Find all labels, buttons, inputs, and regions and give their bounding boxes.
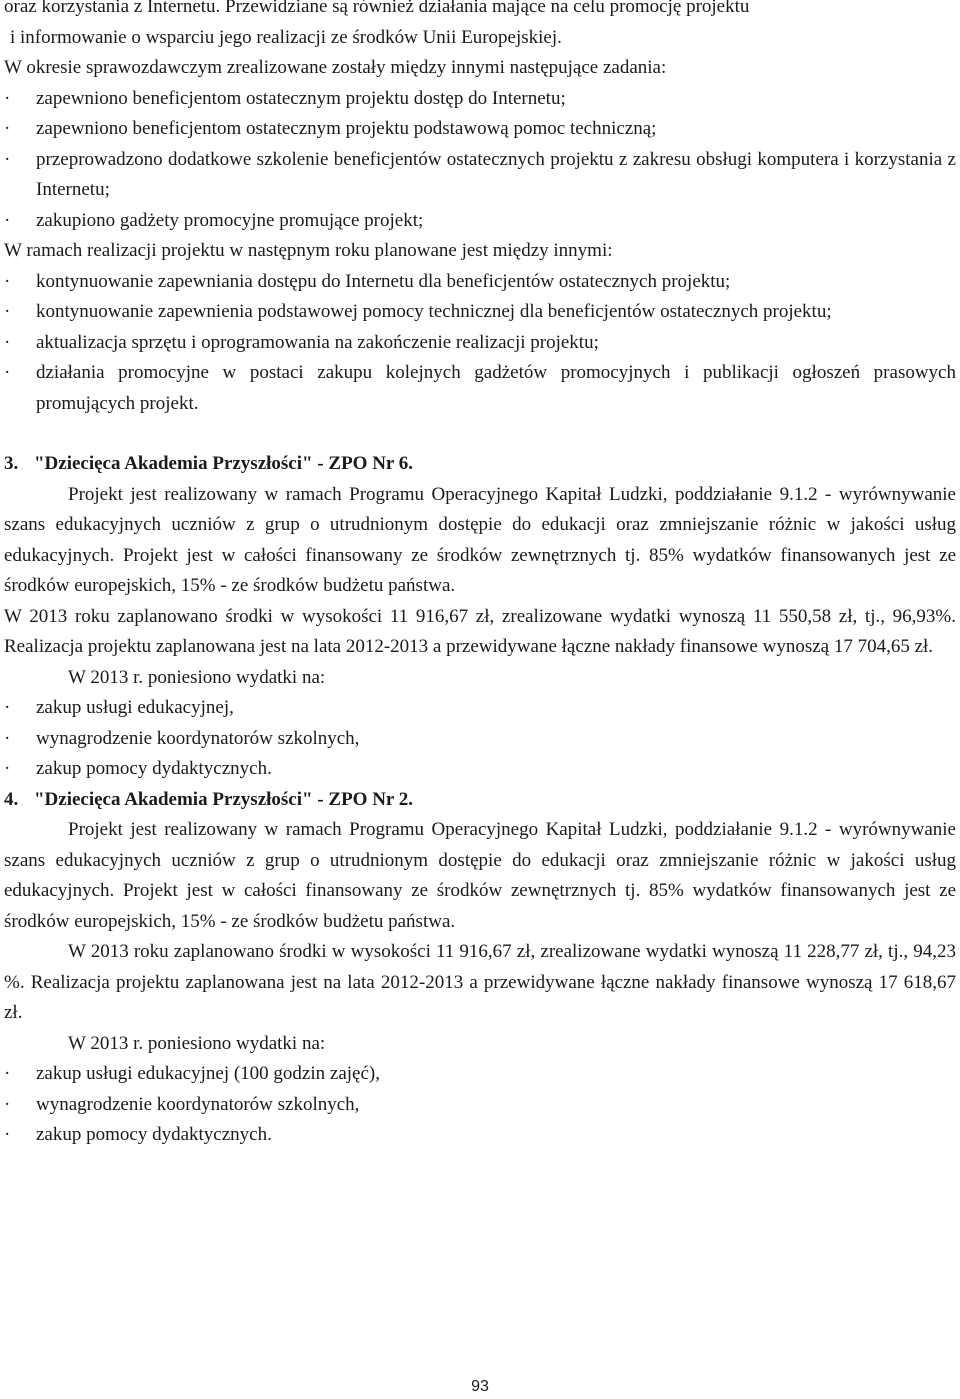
section-4-paragraph-2: W 2013 roku zaplanowano środki w wysokości 11 916,67 zł, zrealizowane wydatki wynoszą 11 228,77 zł, tj., 94,23 %. Realizacja projektu zaplanowana jest na lata 2012-2013 a przewidywane łączne nakłady finansowe wynoszą 17 618,67 zł. bbox=[4, 941, 956, 1023]
section-4-spent-list bbox=[4, 1059, 956, 1151]
plan-heading: W ramach realizacji projektu w następnym roku planowane jest między innymi: bbox=[4, 240, 613, 261]
list-item: · zakup pomocy dydaktycznych. bbox=[4, 754, 956, 785]
section-4-paragraph-1: Projekt jest realizowany w ramach Programu Operacyjnego Kapitał Ludzki, poddziałanie 9.1.2 - wyrównywanie szans edukacyjnych uczniów z grup o utrudnionym dostępie do edukacji oraz zmniejszanie różnic w jakości usług edukacyjnych. Projekt jest w całości finansowany ze środków zewnętrznych tj. 85% wydatków finansowanych jest ze środków europejskich, 15% - ze środków budżetu państwa. bbox=[4, 819, 956, 932]
list-item: · zakup usługi edukacyjnej, bbox=[4, 693, 956, 724]
list-item: · zakupiono gadżety promocyjne promujące projekt; bbox=[4, 206, 956, 237]
bullet-icon: · bbox=[4, 1124, 11, 1145]
bullet-icon: · bbox=[4, 758, 11, 779]
list-item: · zakup pomocy dydaktycznych. bbox=[4, 1120, 956, 1151]
list-item: · zakup usługi edukacyjnej (100 godzin zajęć), bbox=[4, 1059, 956, 1090]
list-item: · zapewniono beneficjentom ostatecznym projektu podstawową pomoc techniczną; bbox=[4, 114, 956, 145]
bullet-icon: · bbox=[4, 209, 11, 231]
done-heading: W okresie sprawozdawczym zrealizowane zostały między innymi następujące zadania: bbox=[4, 57, 667, 78]
section-4-spent-heading: W 2013 r. poniesiono wydatki na: bbox=[68, 1032, 326, 1054]
list-item: · kontynuowanie zapewniania dostępu do Internetu dla beneficjentów ostatecznych projektu; bbox=[4, 267, 956, 298]
section-3-spent-heading: W 2013 r. poniesiono wydatki na: bbox=[68, 666, 326, 688]
plan-list bbox=[4, 267, 956, 420]
bullet-icon: · bbox=[4, 362, 11, 383]
done-list bbox=[4, 84, 956, 237]
bullet-icon: · bbox=[4, 727, 11, 749]
list-item: · działania promocyjne w postaci zakupu kolejnych gadżetów promocyjnych i publikacji ogłoszeń prasowych promujących projekt. bbox=[4, 358, 956, 419]
intro-line-1: oraz korzystania z Internetu. Przewidziane są również działania mające na celu promocję projektu bbox=[4, 0, 750, 17]
section-3-paragraph-2: W 2013 roku zaplanowano środki w wysokości 11 916,67 zł, zrealizowane wydatki wynoszą 11 550,58 zł, tj., 96,93%. Realizacja projektu zaplanowana jest na lata 2012-2013 a przewidywane łączne nakłady finansowe wynoszą 17 704,65 zł. bbox=[4, 605, 956, 657]
bullet-icon: · bbox=[4, 1093, 11, 1115]
bullet-icon: · bbox=[4, 301, 11, 322]
bullet-icon: · bbox=[4, 1063, 11, 1084]
bullet-icon: · bbox=[4, 87, 11, 109]
list-item: · wynagrodzenie koordynatorów szkolnych, bbox=[4, 724, 956, 755]
page-number: 93 bbox=[471, 1378, 489, 1395]
bullet-icon: · bbox=[4, 270, 11, 292]
section-3-title: 3. "Dziecięca Akademia Przyszłości" - ZPO Nr 6. bbox=[4, 453, 414, 474]
section-3-spent-list bbox=[4, 693, 956, 785]
bullet-icon: · bbox=[4, 148, 11, 170]
bullet-icon: · bbox=[4, 331, 11, 353]
list-item: · kontynuowanie zapewnienia podstawowej pomocy technicznej dla beneficjentów ostatecznych projektu; bbox=[4, 297, 956, 328]
section-4-title: 4. "Dziecięca Akademia Przyszłości" - ZPO Nr 2. bbox=[4, 788, 414, 810]
document-body bbox=[4, 0, 956, 1151]
bullet-icon: · bbox=[4, 697, 11, 718]
bullet-icon: · bbox=[4, 118, 11, 139]
intro-line-2: i informowanie o wsparciu jego realizacji ze środków Unii Europejskiej. bbox=[10, 26, 562, 48]
list-item: · wynagrodzenie koordynatorów szkolnych, bbox=[4, 1090, 956, 1121]
list-item: · zapewniono beneficjentom ostatecznym projektu dostęp do Internetu; bbox=[4, 84, 956, 115]
list-item: · aktualizacja sprzętu i oprogramowania na zakończenie realizacji projektu; bbox=[4, 328, 956, 359]
section-3-paragraph-1: Projekt jest realizowany w ramach Programu Operacyjnego Kapitał Ludzki, poddziałanie 9.1.2 - wyrównywanie szans edukacyjnych uczniów z grup o utrudnionym dostępie do edukacji oraz zmniejszanie różnic w jakości usług edukacyjnych. Projekt jest w całości finansowany ze środków zewnętrznych tj. 85% wydatków finansowanych jest ze środków europejskich, 15% - ze środków budżetu państwa. bbox=[4, 483, 956, 596]
list-item: · przeprowadzono dodatkowe szkolenie beneficjentów ostatecznych projektu z zakresu obsługi komputera i korzystania z Internetu; bbox=[4, 145, 956, 206]
